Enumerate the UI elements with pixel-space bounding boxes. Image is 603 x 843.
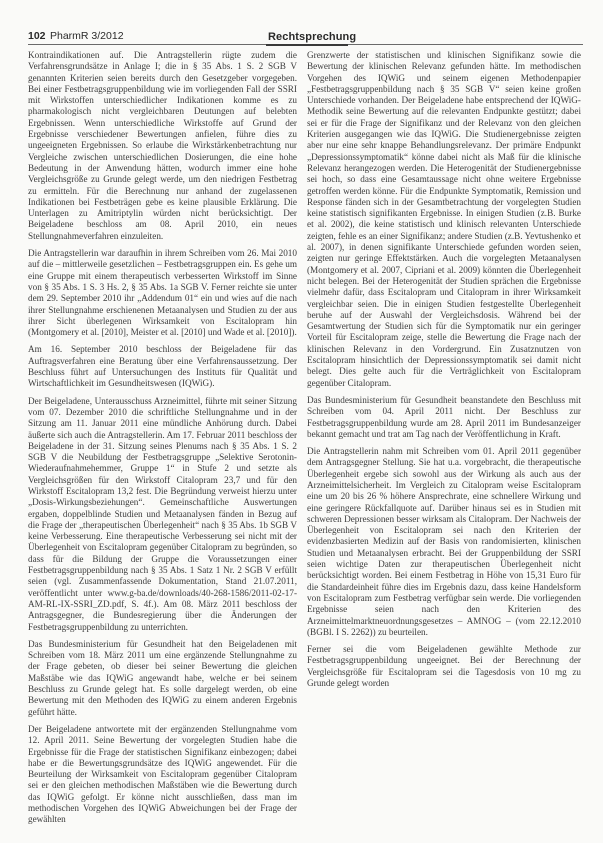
paragraph: Der Beigeladene, Unterausschuss Arzneimittel, führte mit seiner Sitzung vom 07. Dezember 2010 die schriftliche Stellungnahme und in der Sitzung am 11. Januar 2011 eine mündliche Anhörung durch. Dabei äußerte sich auch die Antragstellerin. Am 17. Februar 2011 beschloss der Beigeladene in der 31. Sitzung seines Plenums nach § 35 Abs. 1 S. 2 SGB V die Neubildung der Festbetragsgruppe „Selektive Serotonin-Wiederaufnahmehemmer, Gruppe 1“ in Stufe 2 und setzte als Vergleichsgrößen für den Wirkstoff Citalopram 23,7 und für den Wirkstoff Escitalopram 13,2 fest. Die Begründung verweist hierzu unter „Dosis-Wirkungsbeziehungen“. Gemeinschaftliche Auswertungen ergaben, doppelblinde Studien und Metaanalysen fänden in Bezug auf die Frage der „therapeutischen Überlegenheit“ nach § 35 Abs. 1b SGB V keine Verbesserung. Eine therapeutische Verbesserung sei nicht mit der Überlegenheit von Escitalopram gegenüber Citalopram zu begründen, so dass für die Bildung der Gruppe die Voraussetzungen einer Festbetragsgruppenbildung nach § 35 Abs. 1 Satz 1 Nr. 2 SGB V erfüllt seien (vgl. Zusammenfassende Dokumentation, Stand 21.07.2011, veröffentlicht unter www.g-ba.de/downloads/40-268-1586/2011-02-17-AM-RL-IX-SSRI_ZD.pdf, S. 4f.). Am 08. März 2011 beschloss der Antragsgegner, die Bundesregierung über die Änderungen der Festbetragsgruppenbildung zu unterrichten.: [28, 395, 297, 632]
paragraph: Ferner sei die vom Beigeladenen gewählte Methode zur Festbetragsgruppenbildung ungeeignet. Bei der Berechnung der Vergleichsgröße für Escitalopram sei die Tagesdosis von 10 mg zu Grunde gelegt worden: [307, 644, 581, 689]
section-rule: [266, 44, 348, 46]
paragraph: Die Antragstellerin nahm mit Schreiben vom 01. April 2011 gegenüber dem Antragsgegner Stellung. Sie hat u.a. vorgebracht, die therapeutische Überlegenheit ergebe sich sowohl aus der Wirkung als auch aus der Arzneimittelsicherheit. Im Vergleich zu Citalopram weise Escitalopram eine um 20 bis 26 % höhere Ansprechrate, eine schnellere Wirkung und eine geringere Rückfallquote auf. Darüber hinaus sei es in Studien mit schweren Depressionen besser wirksam als Citalopram. Der Nachweis der Überlegenheit von Escitalopram sei nach den Kriterien der evidenzbasierten Medizin auf der Basis von randomisierten, klinischen Studien und Metaanalysen erbracht. Bei der Gruppenbildung der SSRI seien wichtige Daten zur therapeutischen Überlegenheit nicht berücksichtigt worden. Bei einem Festbetrag in Höhe von 15,31 Euro für die Standardeinheit führe dies im Ergebnis dazu, dass keine Handelsform von Escitalopram zum Festbetrag verfügbar sein werde. Die vorliegenden Ergebnisse seien nach den Kriterien des Arzneimittelmarktneuordnungsgesetzes – AMNOG – (vom 22.12.2010 (BGBl. I S. 2262)) zu beurteilen.: [307, 446, 581, 637]
paragraph: Kontraindikationen auf. Die Antragstellerin rügte zudem die Verfahrensgrundsätze in Anlage I; die in § 35 Abs. 1 S. 2 SGB V genannten Kriterien seien bereits durch den Gesetzgeber vorgegeben. Bei einer Festbetragsgruppenbildung wie im vorliegenden Fall der SSRI mit Wirkstoffen unterschiedlicher Indikationen komme es zu pharmakologisch nicht vergleichbaren Deutungen auf belebten Ergebnissen. Wenn unterschiedliche Wirkstoffe auf Grund der Ergebnisse verschiedener Bewertungen anfielen, führe dies zu ungeeigneten Ergebnissen. So erlaube die Wirkstärkenbetrachtung nur Vergleiche zwischen unterschiedlichen Dosierungen, die eine hohe Bedeutung in der Anwendung hätten, wodurch immer eine hohe Vergleichsgröße zu Grunde gelegt werde, um den niedrigen Festbetrag zu ermitteln. Für die Berechnung nur anhand der zugelassenen Indikationen bei Festbeträgen gebe es keine plausible Erklärung. Die Unterlagen zu Amitriptylin würden nicht berücksichtigt. Der Beigeladene beschloss am 08. April 2010, ein neues Stellungnahmeverfahren einzuleiten.: [28, 50, 297, 241]
page-header: [28, 29, 583, 45]
paragraph: Am 16. September 2010 beschloss der Beigeladene für das Auftragsverfahren eine Beratung über eine Verfahrensaussetzung. Der Beschluss führt auf Untersuchungen des Instituts für Qualität und Wirtschaftlichkeit im Gesundheitswesen (IQWiG).: [28, 344, 297, 389]
section-title: Rechtsprechung: [268, 31, 357, 43]
journal-issue: PharmR 3/2012: [50, 30, 124, 42]
paragraph: Das Bundesministerium für Gesundheit beanstandete den Beschluss mit Schreiben vom 04. April 2011 nicht. Der Beschluss zur Festbetragsgruppenbildung wurde am 28. April 2011 im Bundesanzeiger bekannt gemacht und trat am Tag nach der Veröffentlichung in Kraft.: [307, 394, 581, 439]
right-column: [307, 50, 581, 838]
paragraph: Der Beigeladene antwortete mit der ergänzenden Stellungnahme vom 12. April 2011. Seine Bewertung der vorgelegten Studien habe die Ergebnisse für die Frage der statistischen Signifikanz einbezogen; dabei habe er die Bewertungsgrundsätze des IQWiG angewendet. Für die Beurteilung der Wirksamkeit von Escitalopram gegenüber Citalopram sei er den gleichen methodischen Maßstäben wie die Bewertung durch das IQWiG gefolgt. Er könne nicht ausschließen, dass man im methodischen Vorgehen des IQWiG Abweichungen bei der Frage der gewählten: [28, 723, 297, 825]
paragraph: Grenzwerte der statistischen und klinischen Signifikanz sowie die Bewertung der klinischen Relevanz gefunden hätte. Im methodischen Vorgehen des IQWiG und seinem eigenen Methodenpapier „Festbetragsgruppenbildung nach § 35 SGB V“ seien keine großen Unterschiede vorhanden. Der Beigeladene habe entsprechend der IQWiG-Methodik seine Bewertung auf die relevanten Endpunkte gestützt; dabei sei er für die Frage der Signifikanz und der Relevanz von den gleichen Kriterien ausgegangen wie das IQWiG. Die Studienergebnisse zeigten aber nur eine sehr knappe Behandlungsrelevanz. Der primäre Endpunkt „Depressionssymptomatik“ könne dabei nicht als Maß für die klinische Relevanz herangezogen werden. Die Heterogenität der Studienergebnisse sei hoch, so dass eine Gesamtaussage nicht ohne weitere Ergebnisse getroffen werden könne. Für die Endpunkte Symptomatik, Remission und Response fänden sich in der Gesamtbetrachtung der vorgelegten Studien keine statistisch signifikanten Ergebnisse. In einigen Studien (z.B. Burke et al. 2002), die keine statistisch und klinisch relevanten Unterschiede zeigten, fehle es an einer Signifikanz; andere Studien (z.B. Yevtushenko et al. 2007), in denen signifikante Unterschiede gefunden worden seien, zeigten nur geringe Effektstärken. Auch die vorgelegten Metaanalysen (Montgomery et al. 2007, Cipriani et al. 2009) könnten die Überlegenheit nicht belegen. Bei der Heterogenität der Studien sprächen die Ergebnisse vielmehr dafür, dass Escitalopram und Citalopram in ihrer Wirksamkeit vergleichbar seien. Die in einigen Studien festgestellte Überlegenheit beruhe auf der Auswahl der Vergleichsdosis. Während bei der Gesamtwertung der Studien sich für die Symptomatik nur ein geringer Vorteil für Escitalopram zeige, stelle die Bewertung die Frage nach der klinischen Relevanz in den Vordergrund. Ein Zusatznutzen von Escitalopram hinsichtlich der Depressionssymptomatik sei damit nicht belegt. Dies gelte auch für die Verträglichkeit von Escitalopram gegenüber Citalopram.: [307, 50, 581, 388]
paragraph: Das Bundesministerium für Gesundheit hat den Beigeladenen mit Schreiben vom 18. März 2011 um eine ergänzende Stellungnahme zu der Frage gebeten, ob dieser bei seiner Bewertung die gleichen Maßstäbe wie das IQWiG angewandt habe, welche er bei seinem Beschluss zu Grunde gelegt hat. Es solle dargelegt werden, ob eine Bewertung mit den Methoden des IQWiG zu einem anderen Ergebnis geführt hätte.: [28, 638, 297, 717]
paragraph: Die Antragstellerin war daraufhin in ihrem Schreiben vom 26. Mai 2010 auf die – mittlerweile gesetzlichen – Festbetragsgruppen ein. Es gehe um eine Gruppe mit einem therapeutisch verbesserten Wirkstoff im Sinne von § 35 Abs. 1 S. 3 Hs. 2, § 35 Abs. 1a SGB V. Ferner reichte sie unter dem 29. September 2010 ihr „Addendum 01“ ein und wies auf die nach ihrer Stellungnahme erschienenen Metaanalysen und Studien zu der aus ihrer Sicht überlegenen Wirksamkeit von Escitalopram hin (Montgomery et al. [2010], Meister et al. [2010] und Wade et al. [2010]).: [28, 248, 297, 338]
left-column: [28, 50, 297, 838]
page-number: 102: [28, 30, 46, 42]
